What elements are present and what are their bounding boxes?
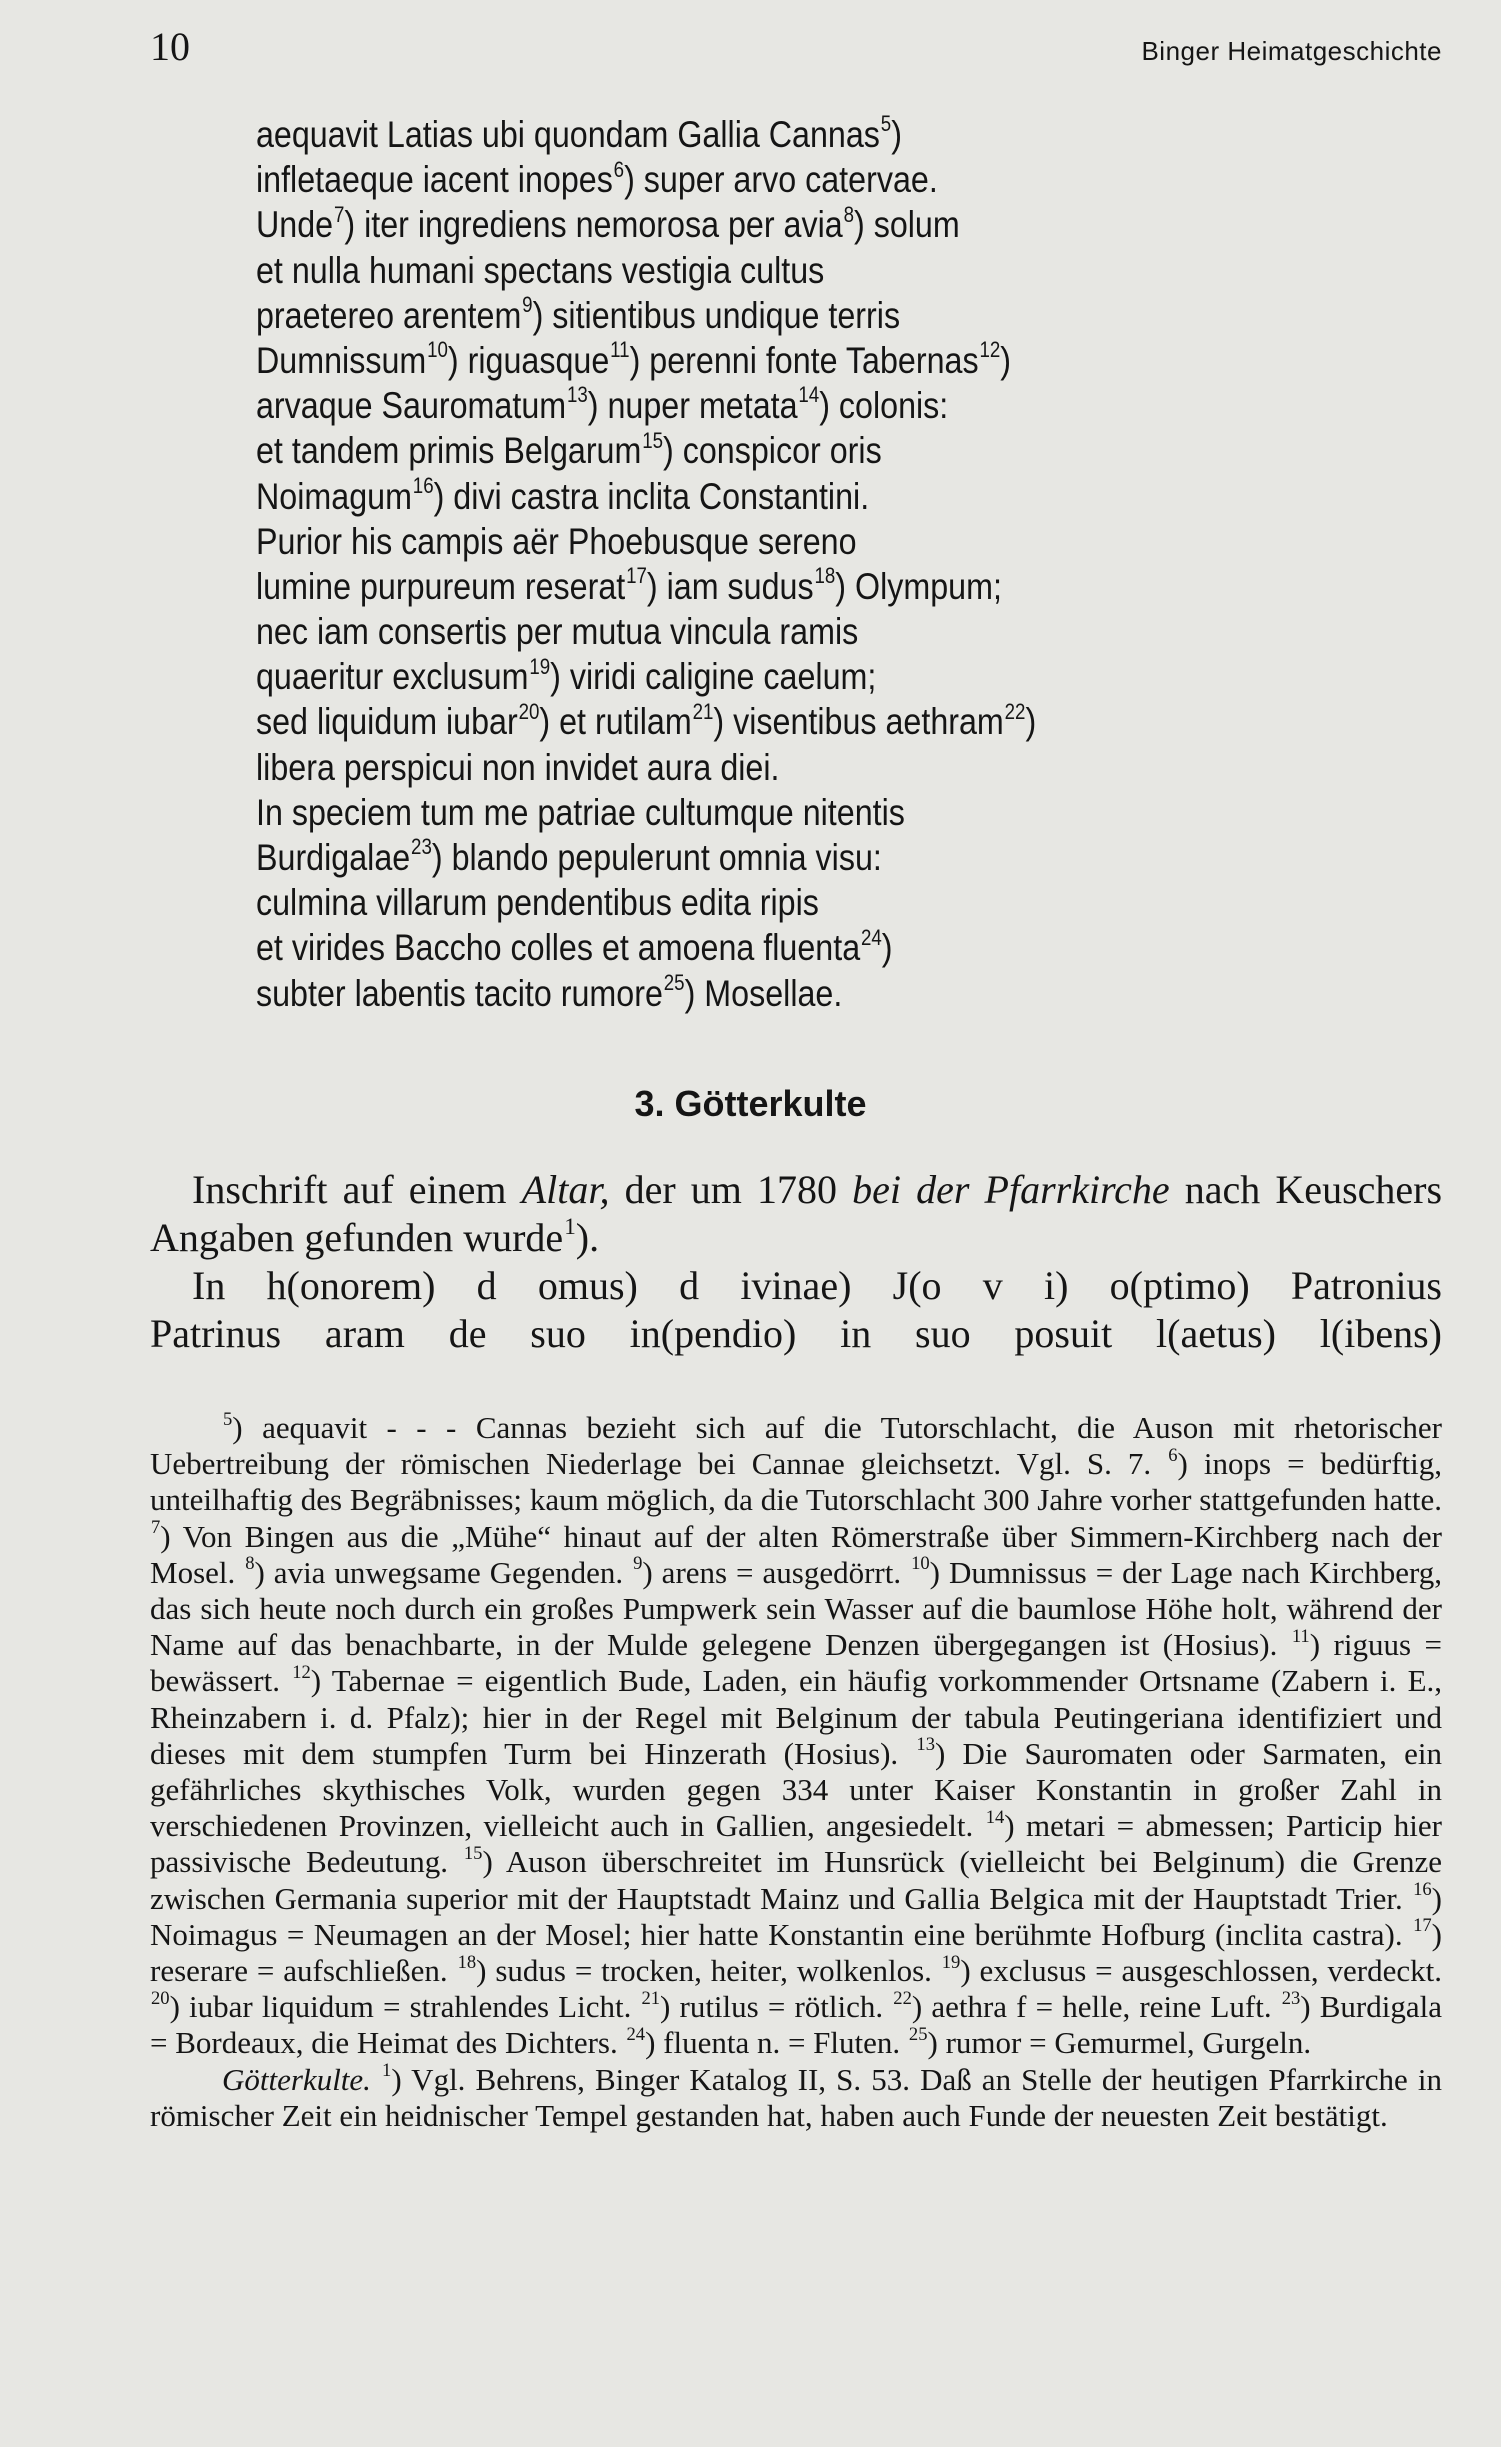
footnote-ref: 6 bbox=[613, 156, 625, 182]
body-text bbox=[150, 1166, 1442, 1358]
footnote-ref: 23 bbox=[1281, 1987, 1301, 2009]
footnote-ref: 15 bbox=[463, 1843, 483, 1865]
running-head: Binger Heimatgeschichte bbox=[1141, 36, 1442, 66]
poem-line: sed liquidum iubar$^{20}$) et rutilam$^{21}$) visentibus aethram$^{22}$) bbox=[256, 698, 1037, 743]
footnote-ref: 24 bbox=[860, 924, 882, 950]
footnote-ref: 16 bbox=[1413, 1879, 1432, 1901]
inscription-line-1: In h(onorem) d omus) d ivinae) J(o v i) o(ptimo) Patronius bbox=[192, 1263, 1442, 1308]
footnote-ref: 22 bbox=[1004, 698, 1026, 724]
poem-line: Dumnissum$^{10}$) riguasque$^{11}$) perenni fonte Tabernas$^{12}$) bbox=[256, 337, 1012, 381]
poem-line: Purior his campis aër Phoebusque sereno bbox=[256, 519, 857, 562]
footnote-ref: 21 bbox=[692, 698, 714, 724]
poem-line: In speciem tum me patriae cultumque nitentis bbox=[256, 790, 905, 833]
footnote-ref: 19 bbox=[941, 1951, 961, 1973]
footnote-ref: 5 bbox=[880, 111, 892, 137]
footnote-ref: 15 bbox=[642, 427, 664, 453]
poem-line: et tandem primis Belgarum$^{15}$) conspicor oris bbox=[256, 427, 882, 472]
footnote-ref: 17 bbox=[1413, 1915, 1432, 1937]
section-heading: 3. Götterkulte bbox=[634, 1083, 867, 1124]
poem-line: libera perspicui non invidet aura diei. bbox=[256, 745, 780, 788]
poem-line: Unde$^7$) iter ingrediens nemorosa per avia$^8$) solum bbox=[256, 201, 960, 246]
page-number: 10 bbox=[150, 24, 190, 69]
footnote-ref: 12 bbox=[979, 337, 1001, 363]
footnote-ref: 14 bbox=[798, 382, 820, 408]
footnote-ref: 1 bbox=[564, 1214, 576, 1241]
footnote-ref: 6 bbox=[1168, 1444, 1178, 1466]
footnote-ref: 10 bbox=[427, 337, 448, 363]
inscription-intro: Inschrift auf einem Altar, der um 1780 bei der Pfarrkirche nach Keuschers Angaben gefunden wurde$^1$). bbox=[150, 1167, 1443, 1260]
footnote-ref: 7 bbox=[151, 1517, 161, 1539]
footnote-ref: 1 bbox=[382, 2060, 392, 2082]
footnote-ref: 9 bbox=[522, 292, 533, 318]
footnote-ref: 11 bbox=[610, 337, 630, 363]
footnote-ref: 17 bbox=[626, 563, 647, 589]
poem-line: culmina villarum pendentibus edita ripis bbox=[256, 881, 819, 924]
page-header bbox=[150, 22, 1442, 72]
footnote-ref: 18 bbox=[814, 563, 836, 589]
footnote-ref: 13 bbox=[566, 382, 588, 408]
poem-line: Burdigalae$^{23}$) blando pepulerunt omnia visu: bbox=[256, 834, 882, 878]
poem-line: nec iam consertis per mutua vincula ramis bbox=[256, 610, 859, 653]
footnote-ref: 8 bbox=[245, 1553, 255, 1575]
poem-line: lumine purpureum reserat$^{17}$) iam sudus$^{18}$) Olympum; bbox=[256, 563, 1002, 607]
footnote-ref: 7 bbox=[333, 201, 345, 227]
italic-text: Götterkulte. bbox=[222, 2061, 371, 2097]
footnote-ref: 20 bbox=[151, 1987, 170, 2009]
footnote-ref: 5 bbox=[223, 1408, 233, 1430]
poem-line: arvaque Sauromatum$^{13}$) nuper metata$^{14}$) colonis: bbox=[256, 382, 949, 427]
poem-line: et nulla humani spectans vestigia cultus bbox=[256, 248, 825, 291]
footnote-block: $^5$) aequavit - - - Cannas bezieht sich auf die Tutorschlacht, die Auson mit rhetorischer Uebertreibung der römischen Niederlage bei Cannae gleichsetzt. Vgl. S. 7. $^6$) inops = bedürftig, unteilhaftig des Begräbnisses; kaum möglich, da die Tutorschlacht 300 Jahre vorher stattgefunden hatte. $^7$) Von Bingen aus die „Mühe“ hinaut auf der alten Römerstraße über Simmern-Kirchberg nach der Mosel. $^8$) avia unwegsame Gegenden. $^9$) arens = ausgedörrt. $^{10}$) Dumnissus = der Lage nach Kirchberg, das sich heute noch durch ein großes Pumpwerk sein Wasser auf die baumlose Höhe holt, während der Name auf das benachbarte, in der Mulde gelegene Denzen übergegangen ist (Hosius). $^{11}$) riguus = bewässert. $^{12}$) Tabernae = eigentlich Bude, Laden, ein häufig vorkommender Ortsname (Zabern i. E., Rheinzabern i. d. Pfalz); hier in der Regel mit Belginum der tabula Peutingeriana identifiziert und dieses mit dem stumpfen Turm bei Hinzerath (Hosius). $^{13}$) Die Sauromaten oder Sarmaten, ein gefährliches skythisches Volk, wurden gegen 334 unter Kaiser Konstantin in großer Zahl in verschiedenen Provinzen, vielleicht auch in Gallien, angesiedelt. $^{14}$) metari = abmessen; Particip hier passivische Bedeutung. $^{15}$) Auson überschreitet im Hunsrück (vielleicht bei Belginum) die Grenze zwischen Germania superior mit der Hauptstadt Mainz und Gallia Belgica mit der Hauptstadt Trier. $^{16}$) Noimagus = Neumagen an der Mosel; hier hatte Konstantin eine berühmte Hofburg (inclita castra). $^{17}$) reserare = aufschließen. $^{18}$) sudus = trocken, heiter, wolkenlos. $^{19}$) exclusus = ausgeschlossen, verdeckt. $^{20}$) iubar liquidum = strahlendes Licht. $^{21}$) rutilus = rötlich. $^{22}$) aethra f = helle, reine Luft. $^{23}$) Burdigala = Bordeaux, die Heimat des Dichters. $^{24}$) fluenta n. = Fluten. $^{25}$) rumor = Gemurmel, Gurgeln. bbox=[150, 1408, 1443, 2061]
footnote-ref: 16 bbox=[412, 472, 434, 498]
footnote-ref: 11 bbox=[1291, 1625, 1310, 1647]
footnote-ref: 23 bbox=[411, 834, 432, 860]
footnote-ref: 25 bbox=[908, 2024, 928, 2046]
footnote-ref: 18 bbox=[457, 1951, 477, 1973]
footnote-ref: 21 bbox=[641, 1987, 661, 2009]
footnote-ref: 22 bbox=[893, 1987, 912, 2009]
footnote-ref: 8 bbox=[843, 201, 854, 227]
footnote-ref: 19 bbox=[529, 653, 551, 679]
footnote-ref: 24 bbox=[626, 2024, 646, 2046]
footnote-goetterkulte: Götterkulte. $^1$) Vgl. Behrens, Binger Katalog II, S. 53. Daß an Stelle der heutigen Pfarrkirche in römischer Zeit ein heidnischer Tempel gestanden hat, haben auch Funde der neuesten Zeit bestätigt. bbox=[150, 2060, 1442, 2133]
footnote-ref: 14 bbox=[985, 1806, 1005, 1828]
poem-line: quaeritur exclusum$^{19}$) viridi caligine caelum; bbox=[256, 653, 877, 698]
footnote-ref: 25 bbox=[663, 969, 685, 995]
poem-line: subter labentis tacito rumore$^{25}$) Mosellae. bbox=[256, 969, 843, 1014]
poem-line: Noimagum$^{16}$) divi castra inclita Constantini. bbox=[256, 472, 870, 517]
footnote-ref: 12 bbox=[292, 1662, 311, 1684]
italic-text: bei der Pfarrkirche bbox=[852, 1167, 1170, 1212]
poem-line: et virides Baccho colles et amoena fluenta$^{24}$) bbox=[256, 924, 893, 969]
footnotes bbox=[150, 1410, 1442, 2134]
footnote-ref: 13 bbox=[916, 1734, 935, 1756]
footnote-ref: 9 bbox=[633, 1553, 643, 1575]
latin-poem bbox=[256, 112, 1036, 1016]
footnote-ref: 10 bbox=[911, 1553, 930, 1575]
footnote-ref: 20 bbox=[518, 698, 540, 724]
italic-text: Altar, bbox=[521, 1167, 610, 1212]
poem-line: praetereo arentem$^9$) sitientibus undique terris bbox=[256, 292, 901, 336]
inscription-line-2: Patrinus aram de suo in(pendio) in suo posuit l(aetus) l(ibens) bbox=[150, 1311, 1442, 1356]
poem-line: aequavit Latias ubi quondam Gallia Cannas$^5$) bbox=[256, 111, 902, 155]
poem-line: infletaeque iacent inopes$^6$) super arvo catervae. bbox=[256, 156, 938, 201]
